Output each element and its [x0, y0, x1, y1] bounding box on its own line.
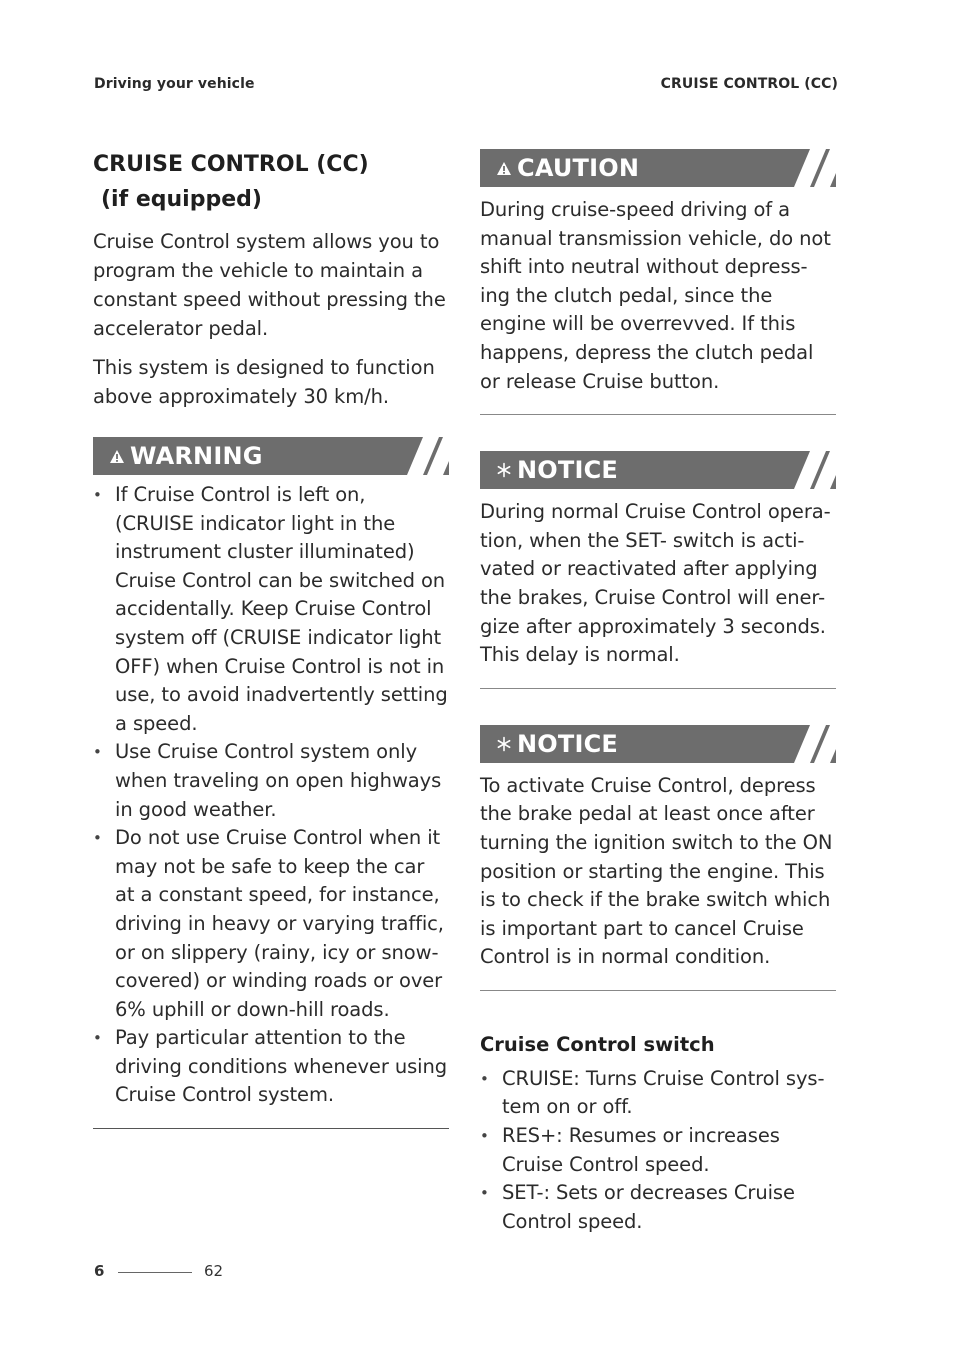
running-header-left: Driving your vehicle: [94, 76, 255, 92]
double-slash-icon: [776, 149, 836, 187]
footer-divider: [118, 1272, 192, 1273]
speed-paragraph: This system is designed to function above approximately 30 km/h.: [93, 356, 435, 408]
double-slash-icon: [776, 451, 836, 489]
notice-label: NOTICE: [517, 729, 618, 758]
caution-text: During cruise-speed driving of a manual transmission vehicle, do not shift into neutral without depress-ing the clutch pedal, since the engine will be overrevved. If this happens, depress the clutch pedal or release Cruise button.: [480, 198, 831, 393]
section-title-line1: CRUISE CONTROL (CC): [93, 152, 369, 177]
caution-bar: [480, 149, 836, 187]
warning-bar: [93, 437, 449, 475]
switch-section-title: Cruise Control switch: [480, 1032, 715, 1056]
notice-text: To activate Cruise Control, depress the brake pedal at least once after turning the ignition switch to the ON position or starting the engine. This is to check if the brake switch which is important part to cancel Cruise Control is in normal condition.: [480, 773, 833, 969]
section-title-line2: (if equipped): [101, 187, 262, 212]
running-header-right: CRUISE CONTROL (CC): [660, 76, 838, 92]
notice-bar: [480, 725, 836, 763]
intro-paragraph: Cruise Control system allows you to program the vehicle to maintain a constant speed without pressing the accelerator pedal.: [93, 230, 446, 340]
switch-list: [480, 1065, 836, 1237]
switch-item: • CRUISE: Turns Cruise Control sys-tem on or off.: [480, 1065, 836, 1122]
chapter-number: 6: [94, 1262, 105, 1280]
notice-text: During normal Cruise Control opera-tion, when the SET- switch is acti-vated or reactivated after applying the brakes, Cruise Control will ener-gize after approximately 3 seconds. This delay is normal.: [480, 500, 831, 667]
double-slash-icon: [389, 437, 449, 475]
notice-label: NOTICE: [517, 456, 618, 485]
warning-end-rule: [93, 1128, 449, 1129]
warning-item: • If Cruise Control is left on, (CRUISE indicator light in the instrument cluster illuminated) Cruise Control can be switched on accidentally. Keep Cruise Control system off (CRUISE indicator light OFF) when Cruise Control is not in use, to avoid inadvertently setting a speed.: [93, 481, 449, 738]
section-title: [93, 147, 449, 217]
warning-list: [93, 481, 449, 1110]
switch-item: • SET-: Sets or decreases Cruise Control speed.: [480, 1179, 836, 1236]
switch-item: • RES+: Resumes or increases Cruise Control speed.: [480, 1122, 836, 1179]
left-column: [93, 147, 449, 1129]
right-column: [480, 149, 836, 1236]
warning-triangle-icon: [496, 149, 512, 187]
asterisk-icon: [496, 451, 512, 489]
warning-label: WARNING: [130, 442, 263, 470]
page-number: 62: [204, 1262, 224, 1280]
caution-label: CAUTION: [517, 154, 640, 182]
double-slash-icon: [776, 725, 836, 763]
asterisk-icon: [496, 725, 512, 763]
warning-item: • Pay particular attention to the driving conditions whenever using Cruise Control system.: [93, 1024, 449, 1110]
notice-bar: [480, 451, 836, 489]
warning-triangle-icon: [109, 437, 125, 475]
warning-item: • Do not use Cruise Control when it may not be safe to keep the car at a constant speed, for instance, driving in heavy or varying traffic, or on slippery (rainy, icy or snow-covered) or winding roads or over 6% uphill or down-hill roads.: [93, 824, 449, 1024]
warning-item: • Use Cruise Control system only when traveling on open highways in good weather.: [93, 738, 449, 824]
